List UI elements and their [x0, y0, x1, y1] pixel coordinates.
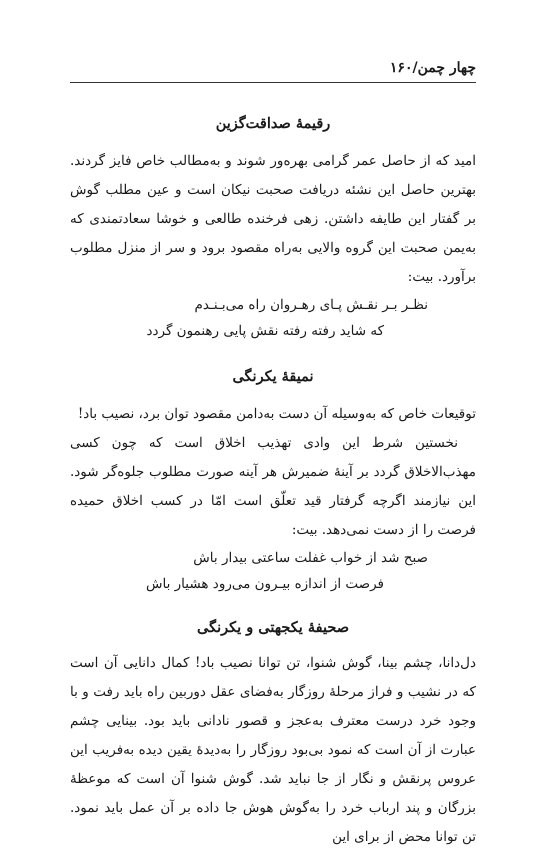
verse-line: فرصت از اندازه بیـرون می‌رود هشیار باش [146, 576, 384, 592]
paragraph: توقیعات خاص که به‌وسیله آن دست به‌دامن مقصود توان برد، نصیب باد! [77, 406, 476, 422]
running-header: چهار چمن/۱۶۰ [389, 60, 476, 76]
verse-line: که شاید رفته رفته نقش پایی رهنمون گردد [146, 323, 384, 339]
verse-line: نظـر بـر نقـش پـای رهـروان راه می‌بـنـدم [194, 297, 428, 313]
header-rule [70, 82, 476, 83]
paragraph: دل‌دانا، چشم بینا، گوش شنوا، تن توانا نصیب باد! کمال دانایی آن است که در نشیب و فراز مرحلهٔ روزگار به‌فضای عقل دوربین راه باید رفت و با وجود خرد درست معترف به‌عجز و قصور نادانی باید بود. بینایی چشم عبارت از آن است که نمود بی‌بود روزگار را به‌دیدهٔ یقین دیده به‌فریب این عروس پرنقش و نگار از جا نباید شد. گوش شنوا آن است که موعظهٔ بزرگان و پند ارباب خرد را به‌گوش هوش جا داده بر آن عمل باید نمود. تن توانا محض از برای این [70, 655, 476, 845]
verse-line: صبح شد از خواب غفلت ساعتی بیدار باش [193, 550, 428, 566]
section-title-raqima: رقیمهٔ صداقت‌گزین [215, 115, 331, 132]
paragraph: امید که از حاصل عمر گرامی بهره‌ور شوند و به‌مطالب خاص فایز گردند. بهترین حاصل این نشئه دریافت صحبت نیکان است و عین مطلب گوش بر گفتار این طایفه داشتن. زهی فرخنده طالعی و خوشا سعادتمندی که به‌یمن صحبت این گروه والایی به‌راه مقصود برود و سر از منزل مطلوب برآورد. بیت: [70, 153, 476, 285]
section-title-namiqa: نمیقهٔ یکرنگی [232, 368, 314, 385]
paragraph: نخستین شرط این وادی تهذیب اخلاق است که چون کسی مهذب‌الاخلاق گردد بر آینهٔ ضمیرش هر آینه صورت مطلوب جلوه‌گر شود. این نیازمند اگرچه گرفتار قید تعلّق است امّا در کسب اخلاق حمیده فرصت را از دست نمی‌دهد. بیت: [70, 435, 476, 538]
section-title-sahifa: صحیفهٔ یکجهتی و یکرنگی [196, 619, 350, 636]
